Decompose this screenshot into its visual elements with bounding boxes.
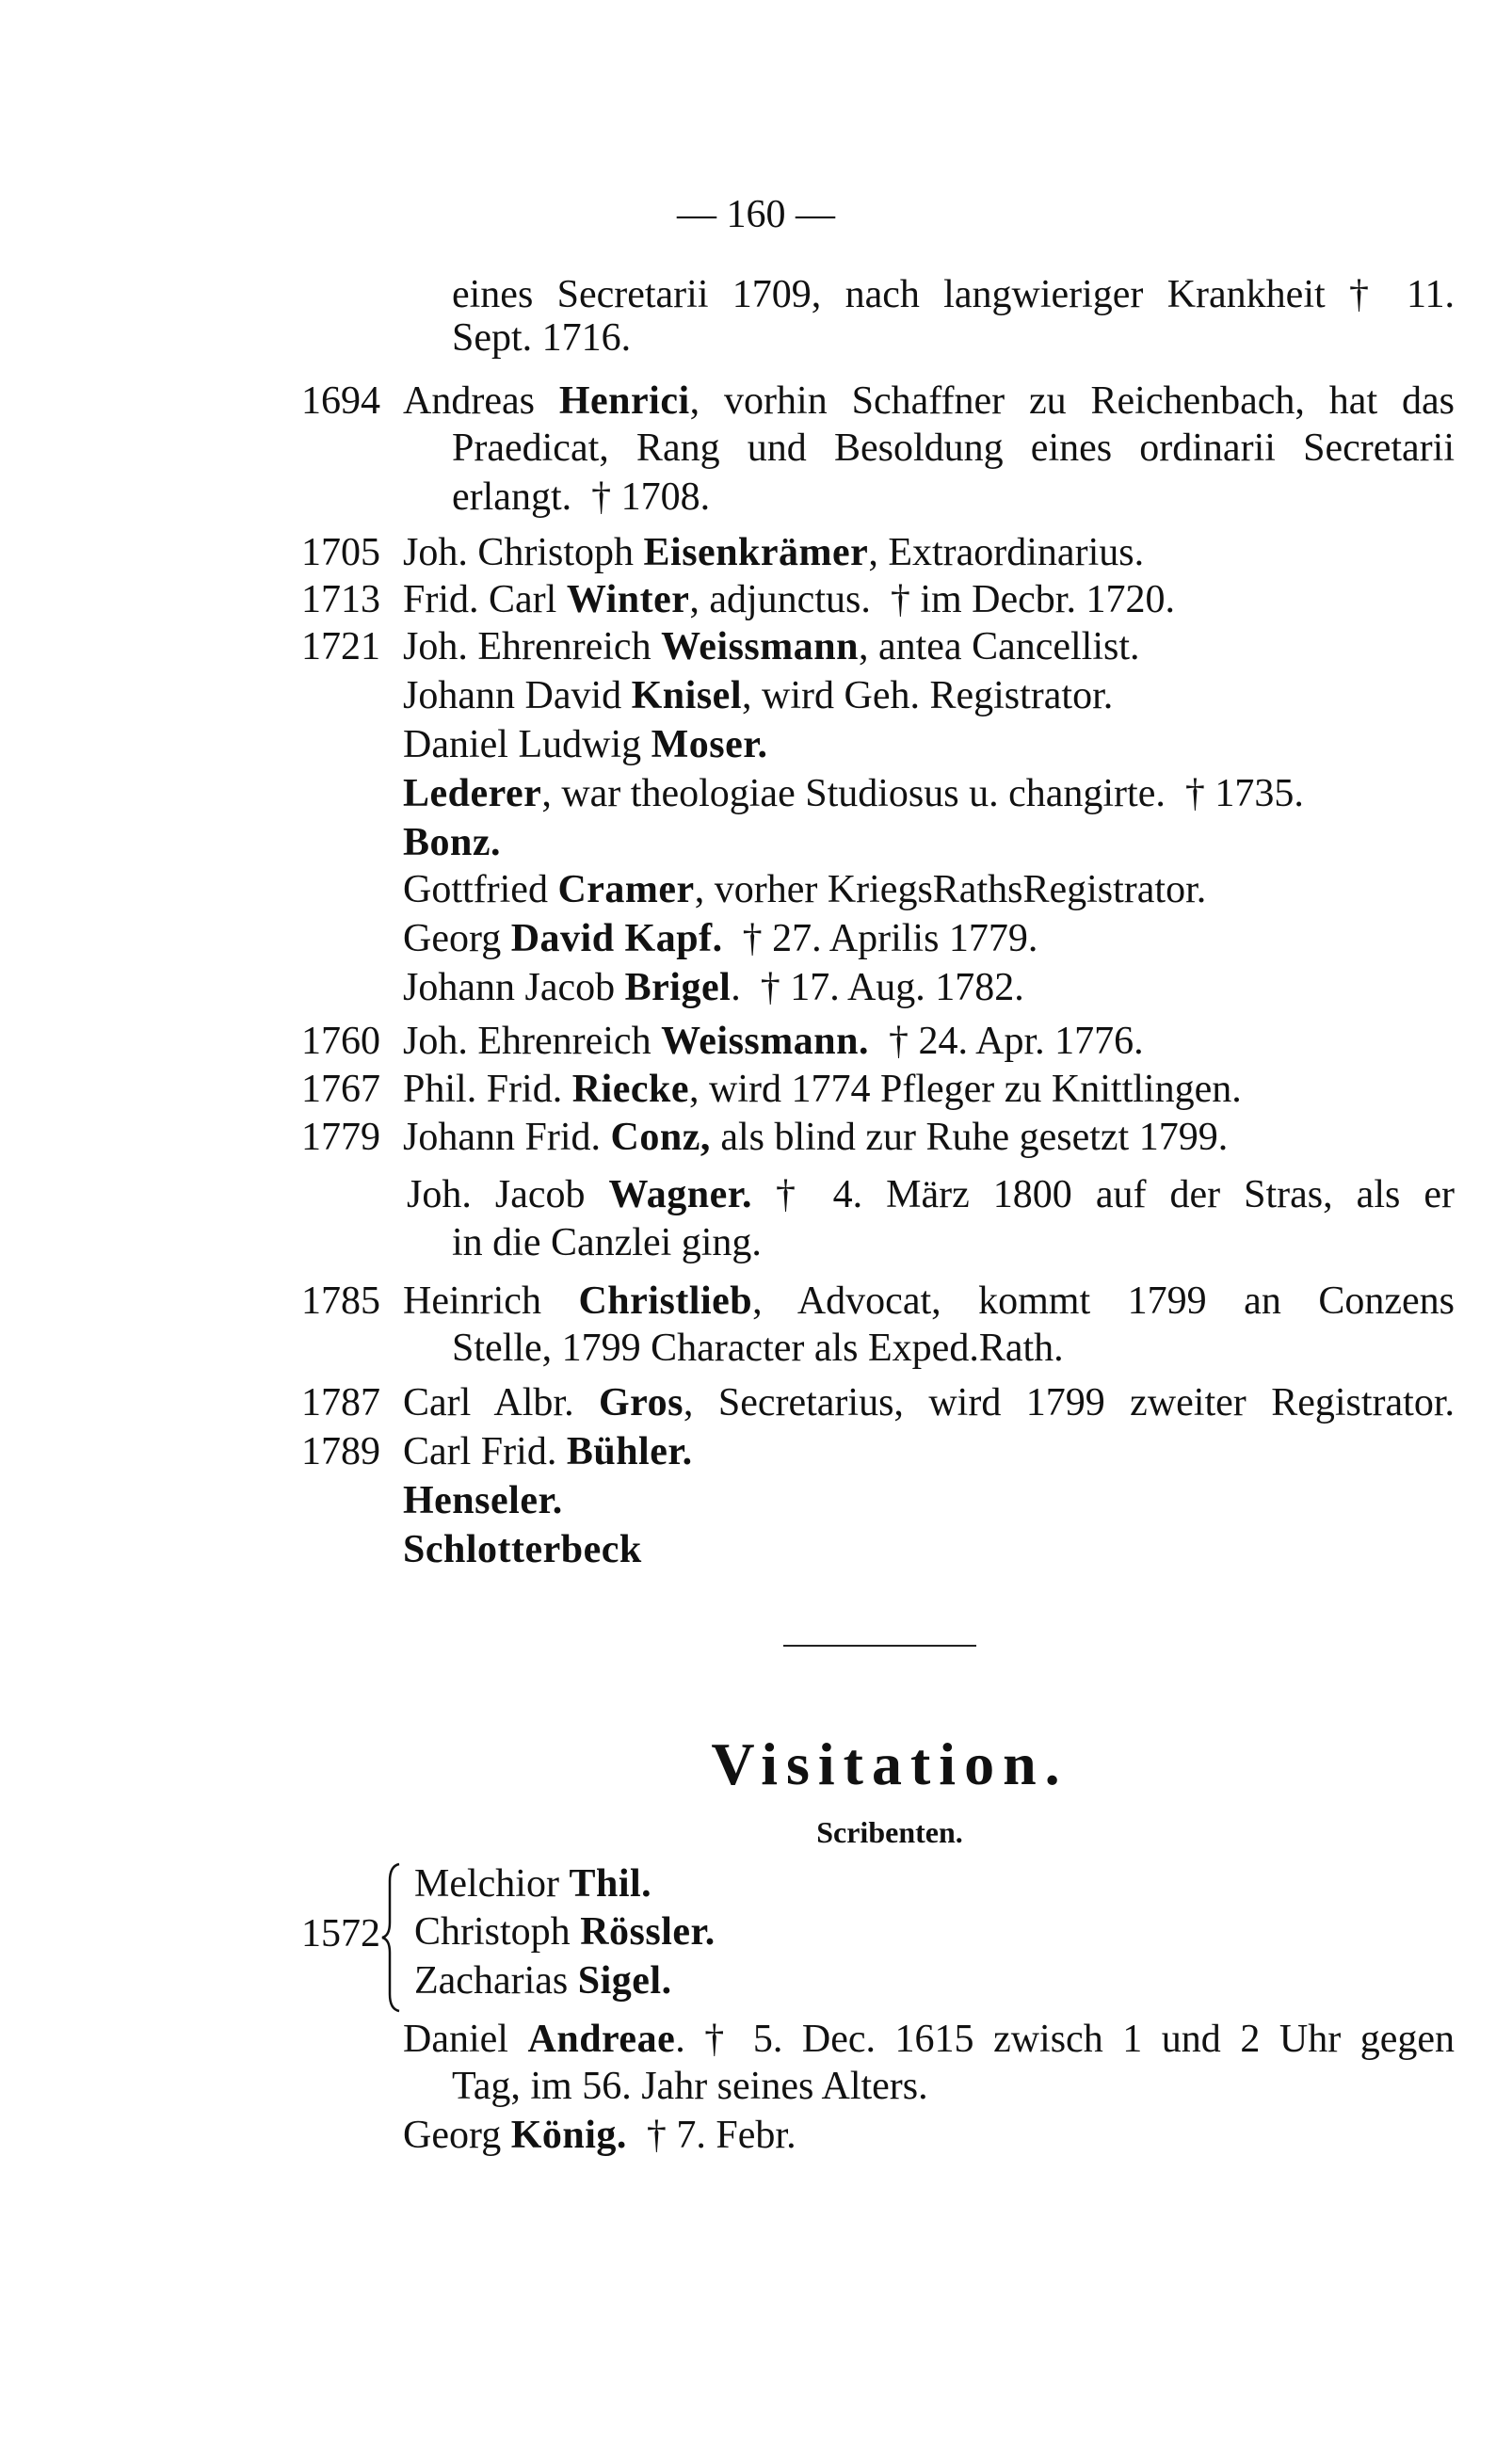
entry-line — [452, 314, 631, 362]
entry-line — [403, 671, 1113, 720]
entry-text: , war theologiae Studiosus u. changirte. † 1735. — [541, 772, 1304, 815]
entry-line — [403, 2111, 796, 2160]
person-surname: Schlotterbeck — [403, 1528, 642, 1571]
entry-year: 1694 — [301, 379, 380, 423]
person-surname: Knisel — [631, 674, 742, 717]
group-year: 1572 — [301, 1912, 380, 1955]
section-subtitle: Scribenten. — [816, 1815, 963, 1849]
entry-text: , Extraordinarius. — [868, 531, 1145, 574]
person-surname: Sigel. — [577, 1959, 672, 2003]
entry-text: Daniel — [403, 2018, 528, 2061]
person-surname: Gros — [599, 1381, 684, 1424]
person-surname: Moser. — [651, 723, 768, 766]
entry-line — [452, 424, 1455, 473]
entry-text: † 7. Febr. — [626, 2114, 796, 2157]
person-surname: Weissmann — [661, 625, 859, 668]
person-surname: Bonz. — [403, 821, 502, 864]
person-surname: Brigel — [624, 966, 732, 1009]
entry-line — [403, 1277, 1455, 1326]
entry-year: 1785 — [301, 1279, 380, 1323]
entry-text: , Advocat, kommt 1799 an Conzens — [752, 1279, 1455, 1323]
person-surname: Wagner. — [608, 1173, 753, 1216]
entry-line — [403, 769, 1304, 818]
entry-text: Joh. Ehrenreich — [403, 625, 662, 668]
entry-line — [403, 720, 768, 769]
person-surname: Eisenkrämer — [643, 531, 869, 574]
entry-line — [403, 528, 1144, 577]
entry-text: Phil. Frid. — [403, 1068, 572, 1111]
entry-text: erlangt. † 1708. — [452, 475, 711, 519]
entry-year: 1760 — [301, 1020, 380, 1063]
entry-text: in die Canzlei ging. — [452, 1221, 762, 1264]
entry-year: 1787 — [301, 1381, 380, 1424]
person-surname: Christlieb — [578, 1279, 753, 1323]
entry-text: Sept. 1716. — [452, 316, 632, 360]
entry-text: † 24. Apr. 1776. — [868, 1020, 1144, 1063]
entry-text: , vorhin Schaffner zu Reichenbach, hat das — [689, 379, 1455, 423]
entry-text: Gottfried — [403, 868, 558, 911]
entry-text: Carl Albr. — [403, 1381, 600, 1424]
entry-line — [403, 914, 1037, 963]
entry-line — [403, 622, 1140, 671]
person-surname: Conz, — [610, 1116, 711, 1159]
entry-text: Daniel Ludwig — [403, 723, 651, 766]
group-entry-line — [414, 1907, 716, 1956]
entry-line — [407, 1170, 1455, 1219]
entry-line — [403, 1427, 693, 1476]
person-surname: Lederer — [403, 772, 542, 815]
section-divider — [783, 1645, 976, 1647]
entry-year: 1789 — [301, 1430, 380, 1473]
entry-line — [452, 1324, 1064, 1373]
entry-line — [452, 270, 1455, 319]
entry-line — [403, 575, 1175, 624]
page-number: — 160 — — [677, 193, 835, 236]
entry-line — [403, 1525, 642, 1574]
entry-text: Georg — [403, 917, 511, 960]
person-surname: Henseler. — [403, 1479, 563, 1522]
entry-text: Johann Jacob — [403, 966, 625, 1009]
entry-line — [403, 1065, 1242, 1114]
person-surname: Winter — [566, 578, 690, 621]
person-surname: Thil. — [569, 1862, 652, 1906]
entry-line — [403, 963, 1024, 1012]
entry-text: Praedicat, Rang und Besoldung eines ordinarii Secretarii — [452, 426, 1455, 470]
entry-text: , vorher KriegsRathsRegistrator. — [694, 868, 1207, 911]
entry-text: Johann Frid. — [403, 1116, 611, 1159]
entry-text: . † 5. Dec. 1615 zwisch 1 und 2 Uhr gegen — [675, 2018, 1456, 2061]
entry-text: , wird 1774 Pfleger zu Knittlingen. — [689, 1068, 1242, 1111]
entry-text: Zacharias — [414, 1959, 578, 2003]
entry-line — [452, 473, 710, 522]
person-surname: David Kapf. — [510, 917, 723, 960]
entry-year: 1705 — [301, 531, 380, 574]
entry-line — [452, 1218, 762, 1267]
entry-line — [403, 1017, 1144, 1066]
entry-text: Johann David — [403, 674, 632, 717]
entry-text: Melchior — [414, 1862, 570, 1906]
entry-text: Joh. Ehrenreich — [403, 1020, 662, 1063]
group-entry-line — [414, 1859, 651, 1908]
person-surname: Henrici — [558, 379, 690, 423]
brace-bracket — [378, 1862, 407, 2013]
person-surname: König. — [510, 2114, 627, 2157]
entry-text: , adjunctus. † im Decbr. 1720. — [689, 578, 1175, 621]
entry-text: Carl Frid. — [403, 1430, 567, 1473]
entry-line — [403, 1113, 1228, 1162]
group-entry-line — [414, 1956, 672, 2005]
entry-year: 1713 — [301, 578, 380, 621]
person-surname: Cramer — [557, 868, 695, 911]
entry-text: Joh. Jacob — [407, 1173, 609, 1216]
entry-text: Christoph — [414, 1910, 581, 1954]
entry-line — [403, 818, 501, 867]
section-title: Visitation. — [711, 1730, 1069, 1797]
entry-text: , antea Cancellist. — [858, 625, 1140, 668]
entry-text: Georg — [403, 2114, 511, 2157]
entry-text: † 27. Aprilis 1779. — [722, 917, 1038, 960]
entry-text: Andreas — [403, 379, 559, 423]
person-surname: Riecke — [571, 1068, 690, 1111]
entry-line — [403, 1378, 1455, 1427]
entry-text: Joh. Christoph — [403, 531, 644, 574]
entry-text: Stelle, 1799 Character als Exped.Rath. — [452, 1327, 1064, 1370]
person-surname: Bühler. — [566, 1430, 693, 1473]
entry-text: † 4. März 1800 auf der Stras, als er — [752, 1173, 1455, 1216]
entry-year: 1721 — [301, 625, 380, 668]
entry-year: 1779 — [301, 1116, 380, 1159]
person-surname: Andreae — [527, 2018, 676, 2061]
person-surname: Weissmann. — [661, 1020, 869, 1063]
entry-text: eines Secretarii 1709, nach langwieriger Krankheit † 11. — [452, 273, 1455, 316]
entry-text: . † 17. Aug. 1782. — [731, 966, 1024, 1009]
entry-line — [403, 1476, 563, 1525]
entry-text: Tag, im 56. Jahr seines Alters. — [452, 2065, 928, 2108]
entry-text: , Secretarius, wird 1799 zweiter Registrator. — [683, 1381, 1455, 1424]
entry-text: Heinrich — [403, 1279, 579, 1323]
entry-text: als blind zur Ruhe gesetzt 1799. — [710, 1116, 1229, 1159]
entry-year: 1767 — [301, 1068, 380, 1111]
entry-line — [403, 2015, 1455, 2064]
entry-line — [452, 2062, 928, 2111]
person-surname: Rössler. — [580, 1910, 716, 1954]
entry-text: , wird Geh. Registrator. — [742, 674, 1114, 717]
entry-text: Frid. Carl — [403, 578, 567, 621]
entry-line — [403, 865, 1206, 914]
entry-line — [403, 377, 1455, 426]
